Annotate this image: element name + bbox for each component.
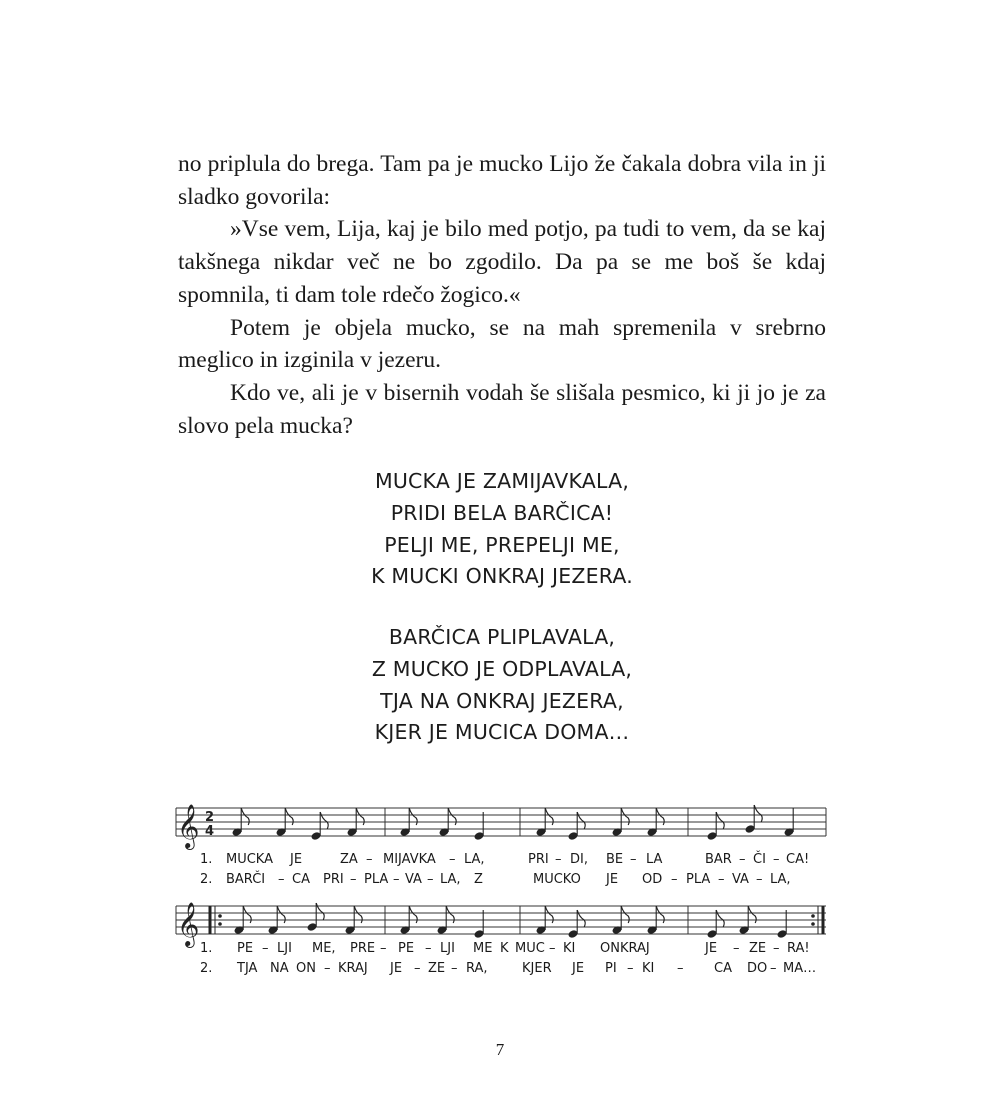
lyric-syllable: VA <box>405 872 422 887</box>
eighth-note <box>567 812 585 841</box>
lyric-syllable: Z <box>474 872 483 887</box>
notes-staff-2 <box>233 903 787 939</box>
lyric-syllable: KI <box>642 961 655 976</box>
lyric-dash: – <box>425 941 432 956</box>
lyric-syllable: OD <box>642 872 663 887</box>
lyric-syllable: PRI <box>528 852 549 867</box>
notes-staff-1 <box>231 805 794 841</box>
eighth-note <box>744 805 762 834</box>
eighth-note <box>310 812 328 841</box>
eighth-note <box>567 910 585 939</box>
lyric-dash: – <box>262 941 269 956</box>
lyric-dash: – <box>380 941 387 956</box>
lyric-syllable: BAR <box>705 852 732 867</box>
lyric-syllable: JE <box>606 872 619 887</box>
lyric-verse2-label: 2. <box>200 872 213 887</box>
paragraph-4: Kdo ve, ali je v bisernih vodah še slišala pesmico, ki ji jo je za slovo pela mucka? <box>178 379 826 439</box>
quarter-note <box>473 910 484 939</box>
paragraph-3: Potem je objela mucko, se na mah spremenila v srebrno meglico in izginila v jezeru. <box>178 314 826 374</box>
lyric-syllable: BARČI <box>226 872 266 887</box>
poem-line: KJER JE MUCICA DOMA… <box>374 720 630 745</box>
lyric-syllable: K <box>500 941 509 956</box>
lyric-syllable: MUCKA <box>226 852 273 867</box>
lyric-dash: – <box>671 872 678 887</box>
lyric-syllable: JE <box>390 961 403 976</box>
lyric-syllable: PRE <box>350 941 376 956</box>
treble-clef-icon: 𝄞 <box>177 902 200 946</box>
lyric-dash: – <box>427 872 434 887</box>
poem-line: PELJI ME, PREPELJI ME, <box>384 532 620 557</box>
lyric-syllable: PE <box>398 941 415 956</box>
lyric-dash: – <box>677 961 684 976</box>
lyric-syllable: PE <box>237 941 254 956</box>
quarter-note <box>473 812 484 841</box>
lyric-syllable: DI, <box>570 852 588 867</box>
lyric-dash: – <box>414 961 421 976</box>
lyric-syllable: ČI <box>753 852 766 867</box>
lyric-dash: – <box>393 872 400 887</box>
lyric-dash: – <box>627 961 634 976</box>
time-signature <box>205 810 214 839</box>
lyric-syllable: ONKRAJ <box>600 941 650 956</box>
lyric-dash: – <box>451 961 458 976</box>
lyric-dash: – <box>718 872 725 887</box>
lyric-syllable: ZE <box>749 941 767 956</box>
lyric-syllable: MIJAVKA <box>383 852 436 867</box>
lyric-syllable: CA <box>292 872 310 887</box>
paragraph-1: no priplula do brega. Tam pa je mucko Lijo že čakala dobra vila in ji sladko govorila: <box>178 151 826 210</box>
paragraph-2: »Vse vem, Lija, kaj je bilo med potjo, pa tudi to vem, da se kaj takšnega nikdar več ne bo zgodilo. Da pa se me boš še kdaj spomnila, ti dam tole rdečo žogico.« <box>178 216 826 308</box>
lyric-dash: – <box>278 872 285 887</box>
lyric-syllable: ZE <box>428 961 446 976</box>
lyric-syllable: MUC <box>515 941 545 956</box>
lyric-syllable: JE <box>290 852 303 867</box>
lyric-dash: – <box>350 872 357 887</box>
lyric-syllable: MUCKO <box>533 872 581 887</box>
lyric-syllable: ME, <box>312 941 336 956</box>
lyric-dash: – <box>555 852 562 867</box>
lyric-syllable: RA! <box>787 941 810 956</box>
lyric-dash: – <box>773 941 780 956</box>
lyric-dash: – <box>630 852 637 867</box>
lyric-syllable: ZA <box>340 852 358 867</box>
lyric-syllable: LJI <box>277 941 292 956</box>
lyric-verse1-label: 1. <box>200 852 213 867</box>
lyric-syllable: LA, <box>464 852 485 867</box>
poem-line: K MUCKI ONKRAJ JEZERA. <box>371 564 633 589</box>
lyric-verse1-label: 1. <box>200 941 213 956</box>
lyric-syllable: LA, <box>440 872 461 887</box>
lyric-syllable: JE <box>705 941 718 956</box>
lyric-dash: – <box>756 872 763 887</box>
lyric-syllable: ON <box>296 961 316 976</box>
lyric-syllable: ME <box>473 941 493 956</box>
lyric-syllable: JE <box>572 961 585 976</box>
page-number: 7 <box>495 1040 505 1059</box>
lyric-syllable: KI <box>563 941 576 956</box>
lyric-syllable: PRI <box>323 872 344 887</box>
lyric-syllable: VA <box>732 872 749 887</box>
lyric-syllable: CA! <box>786 852 810 867</box>
eighth-note <box>706 910 724 939</box>
svg-text:4: 4 <box>205 824 215 839</box>
lyric-dash: – <box>773 852 780 867</box>
lyric-syllable: LA <box>646 852 663 867</box>
lyric-dash: – <box>733 941 740 956</box>
lyric-dash: – <box>549 941 556 956</box>
quarter-note <box>776 910 787 939</box>
lyric-syllable: PI <box>605 961 617 976</box>
lyric-syllable: KRAJ <box>338 961 368 976</box>
lyric-syllable: TJA <box>237 961 258 976</box>
lyric-syllable: LA, <box>770 872 791 887</box>
lyric-dash: – <box>366 852 373 867</box>
svg-text:2: 2 <box>205 810 215 825</box>
poem-line: TJA NA ONKRAJ JEZERA, <box>380 688 624 713</box>
lyric-syllable: PLA <box>686 872 711 887</box>
eighth-note <box>306 903 324 932</box>
lyric-syllable: PLA <box>364 872 389 887</box>
lyric-syllable: RA, <box>466 961 488 976</box>
poem-line: PRIDI BELA BARČICA! <box>390 500 614 525</box>
staff-1 <box>176 808 826 836</box>
eighth-note <box>706 812 724 841</box>
lyric-dash: – <box>324 961 331 976</box>
treble-clef-icon: 𝄞 <box>177 804 200 848</box>
poem-line: MUCKA JE ZAMIJAVKALA, <box>374 469 630 493</box>
lyric-syllable: LJI <box>440 941 455 956</box>
lyric-dash: – <box>739 852 746 867</box>
lyric-verse2-label: 2. <box>200 961 213 976</box>
lyric-dash: – <box>449 852 456 867</box>
poem-line: Z MUCKO JE ODPLAVALA, <box>371 656 633 681</box>
lyric-syllable: MA… <box>783 961 817 976</box>
lyric-dash: – <box>770 961 777 976</box>
lyric-syllable: KJER <box>522 961 552 976</box>
lyric-syllable: CA <box>714 961 732 976</box>
lyric-syllable: DO <box>747 961 768 976</box>
lyric-syllable: BE <box>606 852 624 867</box>
lyric-syllable: NA <box>270 961 289 976</box>
poem-line: BARČICA PLIPLAVALA, <box>388 625 616 649</box>
